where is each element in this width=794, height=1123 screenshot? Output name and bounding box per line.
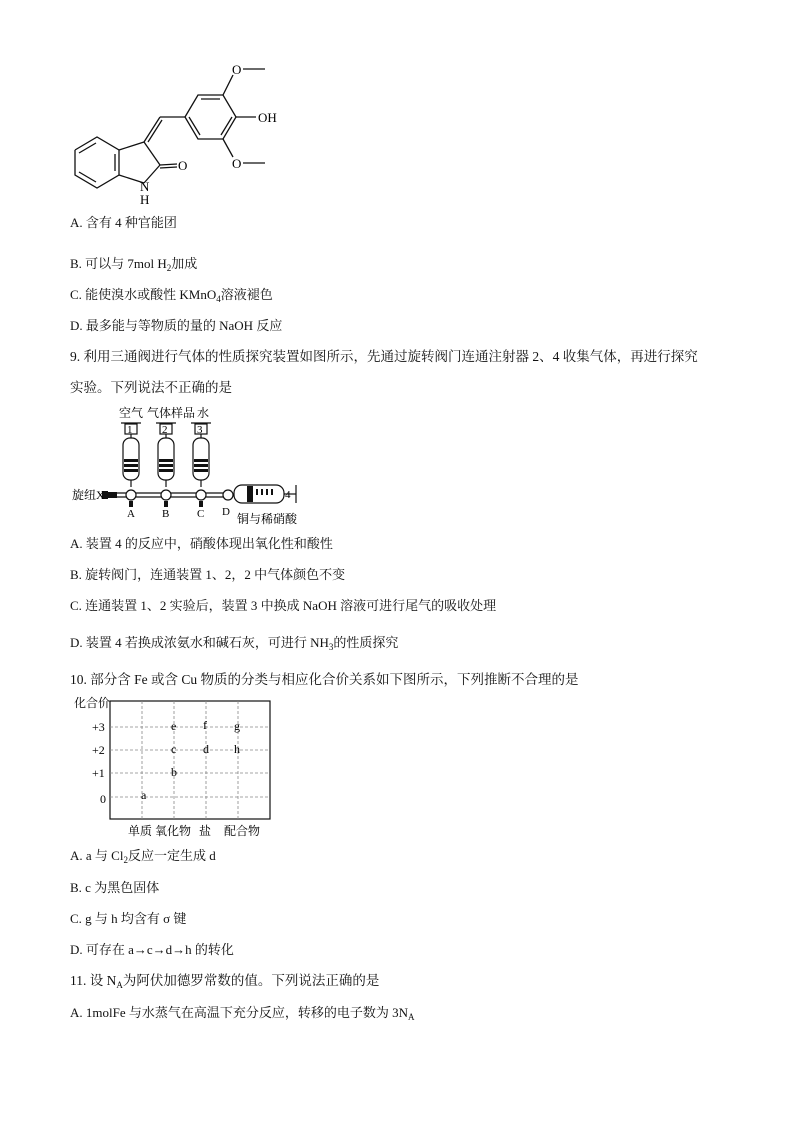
q10-a-tail: 反应一定生成 d xyxy=(127,848,216,863)
q9-option-a: A. 装置 4 的反应中，硝酸体现出氧化性和酸性 xyxy=(70,536,333,551)
label-water: 水 xyxy=(197,406,210,420)
point-b: b xyxy=(171,765,177,779)
point-d: d xyxy=(203,742,209,756)
point-h: h xyxy=(234,742,240,756)
x-tick-salt: 盐 xyxy=(199,824,212,838)
q10-option-b: B. c 为黑色固体 xyxy=(70,880,160,895)
q9-d-tail: 的性质探究 xyxy=(333,635,399,650)
q11-stem-text: 11. 设 N xyxy=(70,973,117,988)
valence-class-chart xyxy=(72,695,277,840)
q10-option-c: C. g 与 h 均含有 σ 键 xyxy=(70,911,187,926)
q10-a-sub: 2 xyxy=(123,855,128,865)
q11-option-a xyxy=(70,1005,415,1021)
molecule-structure xyxy=(60,55,300,215)
q8-b-text: B. 可以与 7mol H xyxy=(70,256,167,271)
q8-b-sub: 2 xyxy=(166,263,172,273)
knob-x-label: 旋纽X xyxy=(72,488,105,502)
q9-option-b: B. 旋转阀门，连通装置 1、2，2 中气体颜色不变 xyxy=(70,567,346,582)
point-e: e xyxy=(171,719,177,733)
q11-a-sub: A xyxy=(408,1012,415,1022)
carbonyl-o: O xyxy=(178,158,188,173)
point-g: g xyxy=(234,719,240,733)
hydroxyl-label: OH xyxy=(258,110,277,125)
point-f: f xyxy=(203,718,207,732)
q9-d-text: D. 装置 4 若换成浓氨水和碱石灰，可进行 NH xyxy=(70,635,329,650)
valve-c-label: C xyxy=(197,508,205,520)
reagent-label: 铜与稀硝酸 xyxy=(237,512,298,526)
x-tick-complex: 配合物 xyxy=(224,824,261,838)
label-air: 空气 xyxy=(119,406,144,420)
x-tick-oxide: 氧化物 xyxy=(155,824,192,838)
q10-option-a xyxy=(70,848,216,864)
x-tick-element: 单质 xyxy=(128,824,153,838)
y-tick-plus2: +2 xyxy=(92,743,105,757)
q9-d-sub: 3 xyxy=(328,642,334,652)
q11-stem xyxy=(70,973,379,989)
valve-a-label: A xyxy=(127,508,135,520)
point-c: c xyxy=(171,742,177,756)
q11-stem-sub: A xyxy=(116,980,123,990)
q11-stem-tail: 为阿伏加德罗常数的值。下列说法正确的是 xyxy=(122,973,380,988)
q9-option-d xyxy=(70,635,398,651)
q8-option-b xyxy=(70,256,197,272)
methoxy-o-bottom: O xyxy=(232,156,242,171)
q8-option-c xyxy=(70,287,273,303)
three-way-valve-apparatus xyxy=(72,403,312,528)
valve-d-label: D xyxy=(222,506,230,518)
amide-h: H xyxy=(140,192,150,207)
q11-a-text: A. 1molFe 与水蒸气在高温下充分反应，转移的电子数为 3N xyxy=(70,1005,409,1020)
label-gas-sample: 气体样品 xyxy=(147,406,196,420)
q9-stem-line1: 9. 利用三通阀进行气体的性质探究装置如图所示，先通过旋转阀门连通注射器 2、4 收集气体，再进行探究 xyxy=(70,349,698,364)
point-a: a xyxy=(141,788,147,802)
amide-n: N xyxy=(140,179,150,194)
y-tick-plus3: +3 xyxy=(92,720,105,734)
q10-option-d: D. 可存在 a→c→d→h 的转化 xyxy=(70,942,234,957)
q8-c-sub: 4 xyxy=(216,294,221,304)
q10-stem: 10. 部分含 Fe 或含 Cu 物质的分类与相应化合价关系如下图所示，下列推断不合理的是 xyxy=(70,672,579,687)
syringe-3-label: 3 xyxy=(197,424,203,436)
q10-a-text: A. a 与 Cl xyxy=(70,848,124,863)
q8-c-text: C. 能使溴水或酸性 KMnO xyxy=(70,287,217,302)
q8-option-a: A. 含有 4 种官能团 xyxy=(70,215,177,230)
methoxy-o-top: O xyxy=(232,62,242,77)
q8-b-tail: 加成 xyxy=(171,256,198,271)
y-axis-title: 化合价 xyxy=(74,696,111,710)
syringe-1-label: 1 xyxy=(127,424,133,436)
y-tick-plus1: +1 xyxy=(92,766,105,780)
q8-c-tail: 溶液褪色 xyxy=(220,287,273,302)
q8-option-d: D. 最多能与等物质的量的 NaOH 反应 xyxy=(70,318,283,333)
syringe-4-label: 4 xyxy=(285,489,291,501)
valve-b-label: B xyxy=(162,508,170,520)
y-tick-zero: 0 xyxy=(100,792,106,806)
q9-option-c: C. 连通装置 1、2 实验后，装置 3 中换成 NaOH 溶液可进行尾气的吸收处理 xyxy=(70,598,497,613)
syringe-2-label: 2 xyxy=(162,424,168,436)
q9-stem-line2: 实验。下列说法不正确的是 xyxy=(70,380,232,395)
